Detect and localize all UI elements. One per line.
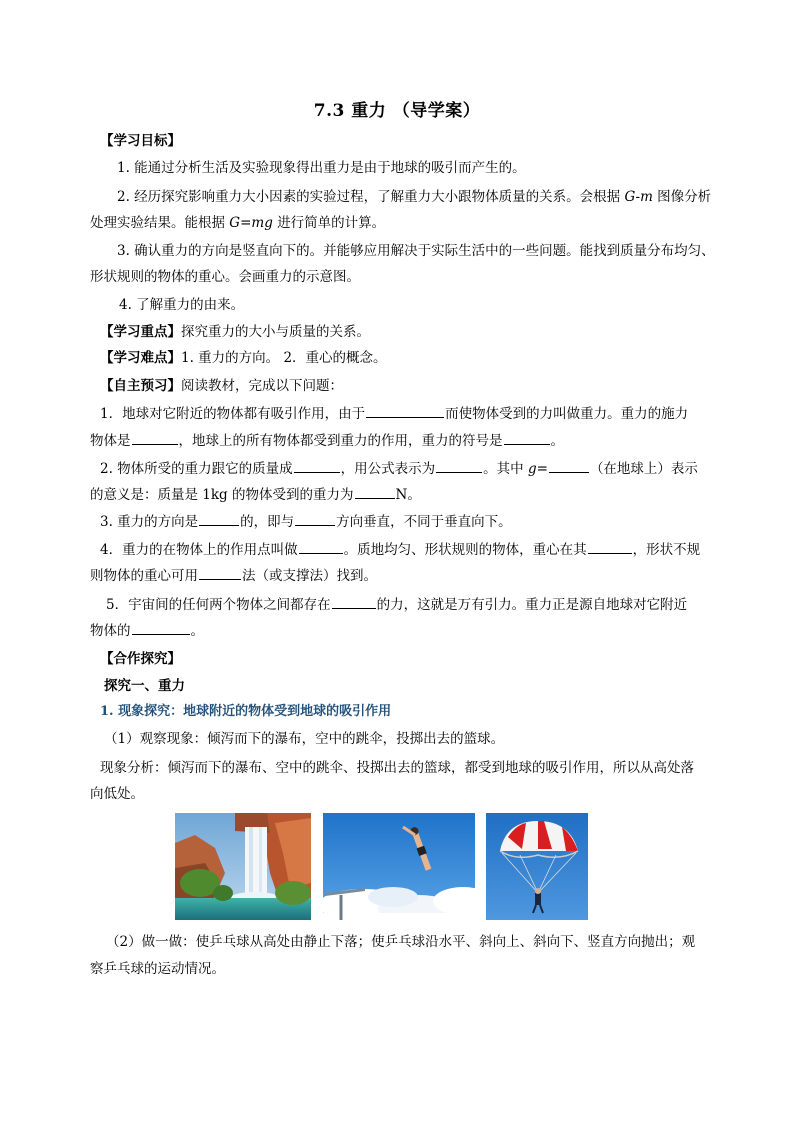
goals-heading: 【学习目标】 <box>100 133 181 149</box>
do-it-line-2: 察乒乓球的运动情况。 <box>90 961 225 977</box>
key-point: 【学习重点】探究重力的大小与质量的关系。 <box>100 324 370 340</box>
answer-blank[interactable] <box>504 430 550 445</box>
goal-3-line-1: 3. 确认重力的方向是竖直向下的。并能够应用解决于实际生活中的一些问题。能找到质量分布均匀、 <box>117 243 715 259</box>
answer-blank[interactable] <box>366 403 444 418</box>
preview-q4-line-2: 则物体的重心可用 法（或支撑法）找到。 <box>90 565 377 586</box>
difficulty: 【学习难点】1. 重力的方向。 2．重心的概念。 <box>100 350 387 366</box>
preview-q2-line-1: 2. 物体所受的重力跟它的质量成 ，用公式表示为 。其中 g= （在地球上）表示 <box>100 458 698 479</box>
preview-heading: 【自主预习】阅读教材，完成以下问题： <box>100 378 343 394</box>
preview-q2-line-2: 的意义是：质量是 1kg 的物体受到的重力为 N。 <box>90 484 421 505</box>
goal-2-line-1: 2. 经历探究影响重力大小因素的实验过程，了解重力大小跟物体质量的关系。会根据 G-m 图像分析 <box>117 189 712 205</box>
answer-blank[interactable] <box>436 458 482 473</box>
diver-image <box>323 813 475 920</box>
answer-blank[interactable] <box>299 539 343 554</box>
preview-q3: 3. 重力的方向是 的，即与 方向垂直，不同于垂直向下。 <box>100 511 512 532</box>
analysis-line-2: 向低处。 <box>90 786 144 802</box>
preview-q5-line-1: 5．宇宙间的任何两个物体之间都存在 的力，这就是万有引力。重力正是源自地球对它附近 <box>106 594 687 615</box>
answer-blank[interactable] <box>199 511 239 526</box>
coop-heading: 【合作探究】 <box>100 651 181 667</box>
answer-blank[interactable] <box>132 430 178 445</box>
answer-blank[interactable] <box>549 458 589 473</box>
goal-3-line-2: 形状规则的物体的重心。会画重力的示意图。 <box>90 269 360 285</box>
waterfall-image <box>175 813 311 920</box>
analysis-line-1: 现象分析：倾泻而下的瀑布、空中的跳伞、投掷出去的篮球，都受到地球的吸引作用，所以从高处落 <box>100 760 694 776</box>
preview-q5-line-2: 物体的 。 <box>90 620 204 641</box>
answer-blank[interactable] <box>332 594 376 609</box>
answer-blank[interactable] <box>295 511 335 526</box>
preview-q1-line-1: 1．地球对它附近的物体都有吸引作用，由于 而使物体受到的力叫做重力。重力的施力 <box>100 403 688 424</box>
page-title: 7.3 重力 （导学案） <box>313 101 481 121</box>
answer-blank[interactable] <box>588 539 632 554</box>
do-it-line-1: （2）做一做：使乒乓球从高处由静止下落；使乒乓球沿水平、斜向上、斜向下、竖直方向抛出；观 <box>106 934 696 950</box>
sub-heading: 1. 现象探究：地球附近的物体受到地球的吸引作用 <box>100 704 392 719</box>
answer-blank[interactable] <box>294 458 340 473</box>
answer-blank[interactable] <box>132 620 190 635</box>
goal-2-line-2: 处理实验结果。能根据 G=mg 进行简单的计算。 <box>90 215 386 231</box>
preview-q1-line-2: 物体是 ，地球上的所有物体都受到重力的作用，重力的符号是 。 <box>90 430 564 451</box>
goal-1: 1. 能通过分析生活及实验现象得出重力是由于地球的吸引而产生的。 <box>117 160 526 176</box>
parachute-image <box>486 813 588 920</box>
preview-q4-line-1: 4．重力的在物体上的作用点叫做 。质地均匀、形状规则的物体，重心在其 ，形状不规 <box>100 539 700 560</box>
answer-blank[interactable] <box>355 484 395 499</box>
section-heading: 探究一、重力 <box>104 678 185 694</box>
goal-4: 4. 了解重力的由来。 <box>119 297 245 313</box>
answer-blank[interactable] <box>199 565 241 580</box>
observe-text: （1）观察现象：倾泻而下的瀑布，空中的跳伞，投掷出去的篮球。 <box>104 731 505 747</box>
